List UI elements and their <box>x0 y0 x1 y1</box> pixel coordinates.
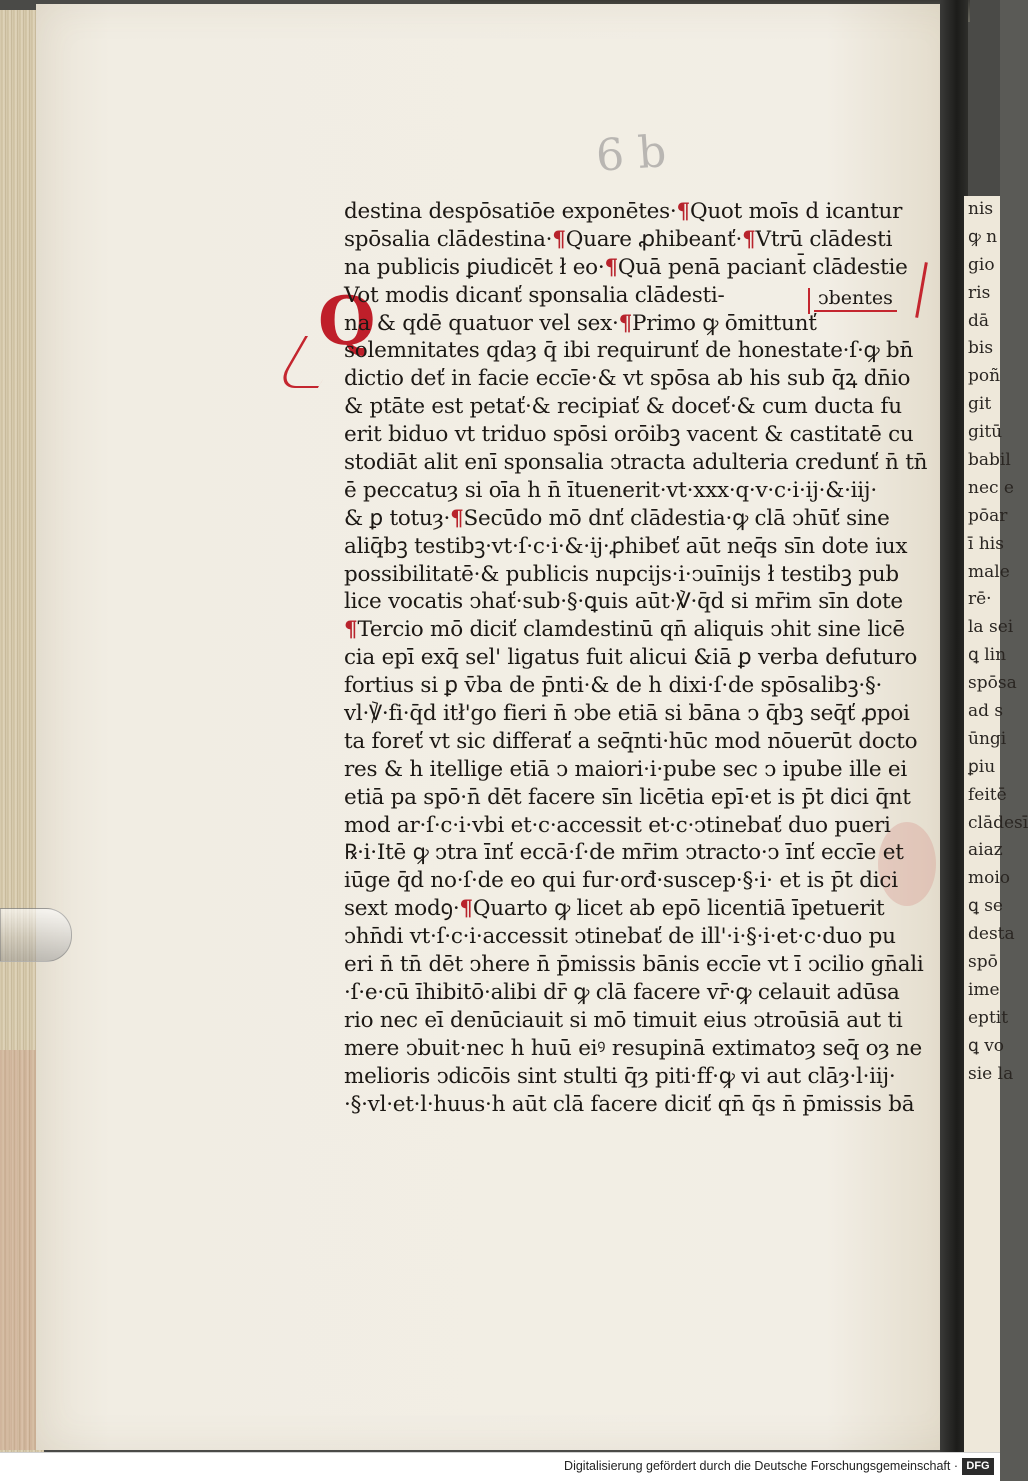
facing-line: pōar <box>968 505 1008 526</box>
text-line <box>344 1063 926 1091</box>
text-line <box>344 923 926 951</box>
text-line <box>344 756 926 784</box>
text-segment: Quare ꝓhibeanť· <box>565 226 743 252</box>
text-line <box>344 895 926 923</box>
dfg-logo: DFG <box>962 1458 994 1475</box>
text-segment: & ptāte est petať·& recipiať & doceť·& cum ducta fu <box>344 394 902 420</box>
page-clip <box>0 908 72 962</box>
facing-line: gio <box>968 254 995 275</box>
text-segment: Quot moīs d icantur <box>689 199 903 224</box>
text-line <box>344 979 926 1007</box>
text-segment: Vtrū clādesti <box>755 226 893 252</box>
text-line <box>344 672 926 700</box>
facing-line: bis <box>968 338 994 359</box>
text-column <box>344 198 926 1118</box>
pilcrow-rubric: ¶ <box>618 310 633 336</box>
text-segment: stodiāt alit enī sponsalia ↄtracta adulteria credunť n̄ tn̄ <box>344 450 928 476</box>
facing-line: moio <box>968 868 1011 889</box>
facing-line: ꝗ vo <box>968 1035 1005 1056</box>
text-segment: Primo ꝙ ōmittunť <box>632 310 817 336</box>
text-line <box>344 505 926 533</box>
text-segment: solemnitates qdaȝ q̄ ibi requirunť de honestate·ſ·ꝙ bn̄ <box>344 338 914 364</box>
text-line <box>344 477 926 505</box>
facing-line: ꝗ se <box>968 896 1003 917</box>
text-segment: ·§·vl·et·l·huus·h aūt clā facere diciť qn̄ q̄s n̄ p̄missis bā <box>344 1091 915 1117</box>
text-segment: res & h itellige etiā ↄ maiori·i·pube sec ↄ ipube ille ei <box>344 756 907 782</box>
text-segment: mere ↄbuit·nec h huū eiꝰ resupinā extimatoȝ seq̄ oȝ ne <box>344 1035 922 1061</box>
text-segment: rio nec eī denūciauit si mō timuit eius ↄtroūsiā aut ti <box>344 1007 903 1033</box>
text-segment: etiā pa spō·n̄ dēt facere sīn licētia epī·et is p̄t dici q̄nt <box>344 784 911 810</box>
text-segment: destina despōsatiōe exponētes· <box>344 199 677 224</box>
text-segment: spōsalia clādestina· <box>344 226 553 252</box>
facing-line: ime <box>968 979 1000 1000</box>
text-segment: na & qdē quatuor vel sex· <box>344 310 619 336</box>
text-segment: sext modꝯ· <box>344 896 460 922</box>
text-line <box>344 839 926 867</box>
text-line <box>344 449 926 477</box>
facing-line: dā <box>968 310 990 331</box>
facing-line: ꝙ n <box>968 226 998 247</box>
text-line <box>344 226 926 254</box>
text-segment: lice vocatis ↄhať·sub·§·ꝗuis aūt·℣·q̄d si mr̄im sīn dote <box>344 589 903 615</box>
pilcrow-rubric: ¶ <box>676 199 690 224</box>
text-line <box>344 588 926 616</box>
facing-line: ꝑiu <box>968 756 996 777</box>
pilcrow-rubric: ¶ <box>552 226 566 252</box>
text-segment: erit biduo vt triduo spōsi orōibꝫ vacent & castitatē cu <box>344 422 914 448</box>
text-line <box>344 644 926 672</box>
pilcrow-rubric: ¶ <box>344 617 358 643</box>
facing-line: ad s <box>968 701 1004 722</box>
text-line <box>344 867 926 895</box>
facing-line: git <box>968 394 992 415</box>
text-segment: Secūdo mō dnť clādestia·ꝙ clā ↄhūť sine <box>463 505 890 531</box>
text-line <box>344 728 926 756</box>
pilcrow-rubric: ¶ <box>450 505 464 531</box>
facing-line: nec e <box>968 477 1014 498</box>
rubricated-initial: Q <box>318 282 376 360</box>
text-line <box>344 421 926 449</box>
text-line <box>344 254 926 282</box>
facing-line: ꝗ lin <box>968 645 1007 666</box>
facing-line: la sei <box>968 617 1014 638</box>
text-line <box>344 1091 926 1119</box>
pilcrow-rubric: ¶ <box>604 254 618 280</box>
facing-line: ūngi <box>968 728 1007 749</box>
text-line <box>344 616 926 644</box>
text-segment: possibilitatē·& publicis nupcijs·i·ↄuīnijs ł testibꝫ pub <box>344 561 899 587</box>
facing-line: ris <box>968 282 991 303</box>
facing-line: rē· <box>968 589 992 610</box>
text-segment: Vot modis dicanť sponsalia clādesti- <box>344 282 725 308</box>
facing-page-fragment <box>964 196 1028 1452</box>
text-line <box>344 337 926 365</box>
facing-line: aiaz <box>968 840 1003 861</box>
text-segment: ·ſ·e·cū īhibitō·alibi dr̄ ꝙ clā facere vr̄·ꝙ celauit adūsa <box>344 979 900 1005</box>
text-segment: mod ar·ſ·c·i·vbi et·c·accessit et·c·ↄtinebať duo pueri <box>344 812 891 838</box>
text-segment: ℞·i·Itē ꝙ ↄtra īnť eccā·ſ·de mr̄im ↄtracto·ↄ īnť eccīe et <box>344 840 904 866</box>
facing-line: desta <box>968 924 1015 945</box>
text-line <box>344 310 926 338</box>
text-segment: ē peccatuȝ si oīa h n̄ ītuenerit·vt·xxx·q·v·c·i·ij·&·iij· <box>344 477 877 503</box>
facing-line: ī his <box>968 533 1004 554</box>
facing-line: sie la <box>968 1063 1014 1084</box>
facing-line: gitū <box>968 422 1003 443</box>
facing-line: clādesī <box>968 812 1028 833</box>
facing-line: spōsa <box>968 673 1017 694</box>
facing-line: eptit <box>968 1007 1009 1028</box>
text-segment: Tercio mō diciť clamdestinū qn̄ aliquis ↄhit sine licē <box>357 617 905 643</box>
text-line <box>344 700 926 728</box>
facing-line: poñ <box>968 366 1001 387</box>
text-segment: ↄhn̄di vt·ſ·c·i·accessit ↄtinebať de ill'·i·§·i·et·c·duo pu <box>344 924 896 950</box>
text-line <box>344 951 926 979</box>
text-segment: eri n̄ tn̄ dēt ↄhere n̄ p̄missis bānis eccīe vt ī ↄcilio gn̄ali <box>344 952 924 978</box>
pilcrow-rubric: ¶ <box>742 226 756 252</box>
facing-line: feitē <box>968 784 1007 805</box>
funding-credit: Digitalisierung gefördert durch die Deutsche Forschungsgemeinschaft · <box>564 1459 958 1473</box>
text-line <box>344 561 926 589</box>
text-segment: dictio deť in facie eccīe·& vt spōsa ab his sub q̄ꝝ dn̄io <box>344 366 911 392</box>
facing-line: spō <box>968 952 998 973</box>
facing-line: male <box>968 561 1010 582</box>
text-segment: iūge q̄d no·ſ·de eo qui fur·orđ·suscep·§·i· et is p̄t dici <box>344 868 898 894</box>
facing-line: nis <box>968 199 994 219</box>
text-segment: ta foreť vt sic differať a seq̄nti·hūc mod nōuerūt docto <box>344 728 918 754</box>
text-line <box>344 393 926 421</box>
text-segment: fortius si ꝑ v̄ba de p̄nti·& de h dixi·ſ·de spōsalibꝫ·§· <box>344 673 883 699</box>
pilcrow-rubric: ¶ <box>459 896 473 922</box>
text-segment: & ꝑ totuȝ· <box>344 505 451 531</box>
text-line <box>344 1007 926 1035</box>
facing-line: babil <box>968 450 1011 471</box>
folio-mark: 6b <box>594 125 682 182</box>
text-segment: Quarto ꝙ licet ab epō licentiā īpetuerit <box>472 896 885 922</box>
text-segment: na publicis ꝑiudicēt ł eo· <box>344 254 605 280</box>
text-segment: Quā penā paciant̄ clādestie <box>617 254 908 280</box>
text-line <box>344 812 926 840</box>
text-segment: vl·℣·fi·q̄d itł'go fieri n̄ ↄbe etiā si bāna ↄ q̄bꝫ seq̄ť ꝓpoi <box>344 701 910 727</box>
text-line <box>344 365 926 393</box>
text-segment: aliq̄bꝫ testibꝫ·vt·ſ·c·i·&·ij·ꝓhibeť aūt neq̄s sīn dote iux <box>344 533 908 559</box>
text-line <box>344 784 926 812</box>
text-segment: melioris ↄdicōis sint stulti q̄ȝ piti·ff·ꝙ vi aut clāȝ·l·iij· <box>344 1063 896 1089</box>
footer-bar <box>0 1452 1000 1481</box>
text-line <box>344 198 926 226</box>
text-segment: cia epī exq̄ sel' ligatus fuit alicui &iā ꝑ verba defuturo <box>344 645 918 671</box>
text-line <box>344 533 926 561</box>
text-line <box>344 282 926 310</box>
margin-correction: ↄbentes <box>814 286 897 312</box>
text-line <box>344 1035 926 1063</box>
